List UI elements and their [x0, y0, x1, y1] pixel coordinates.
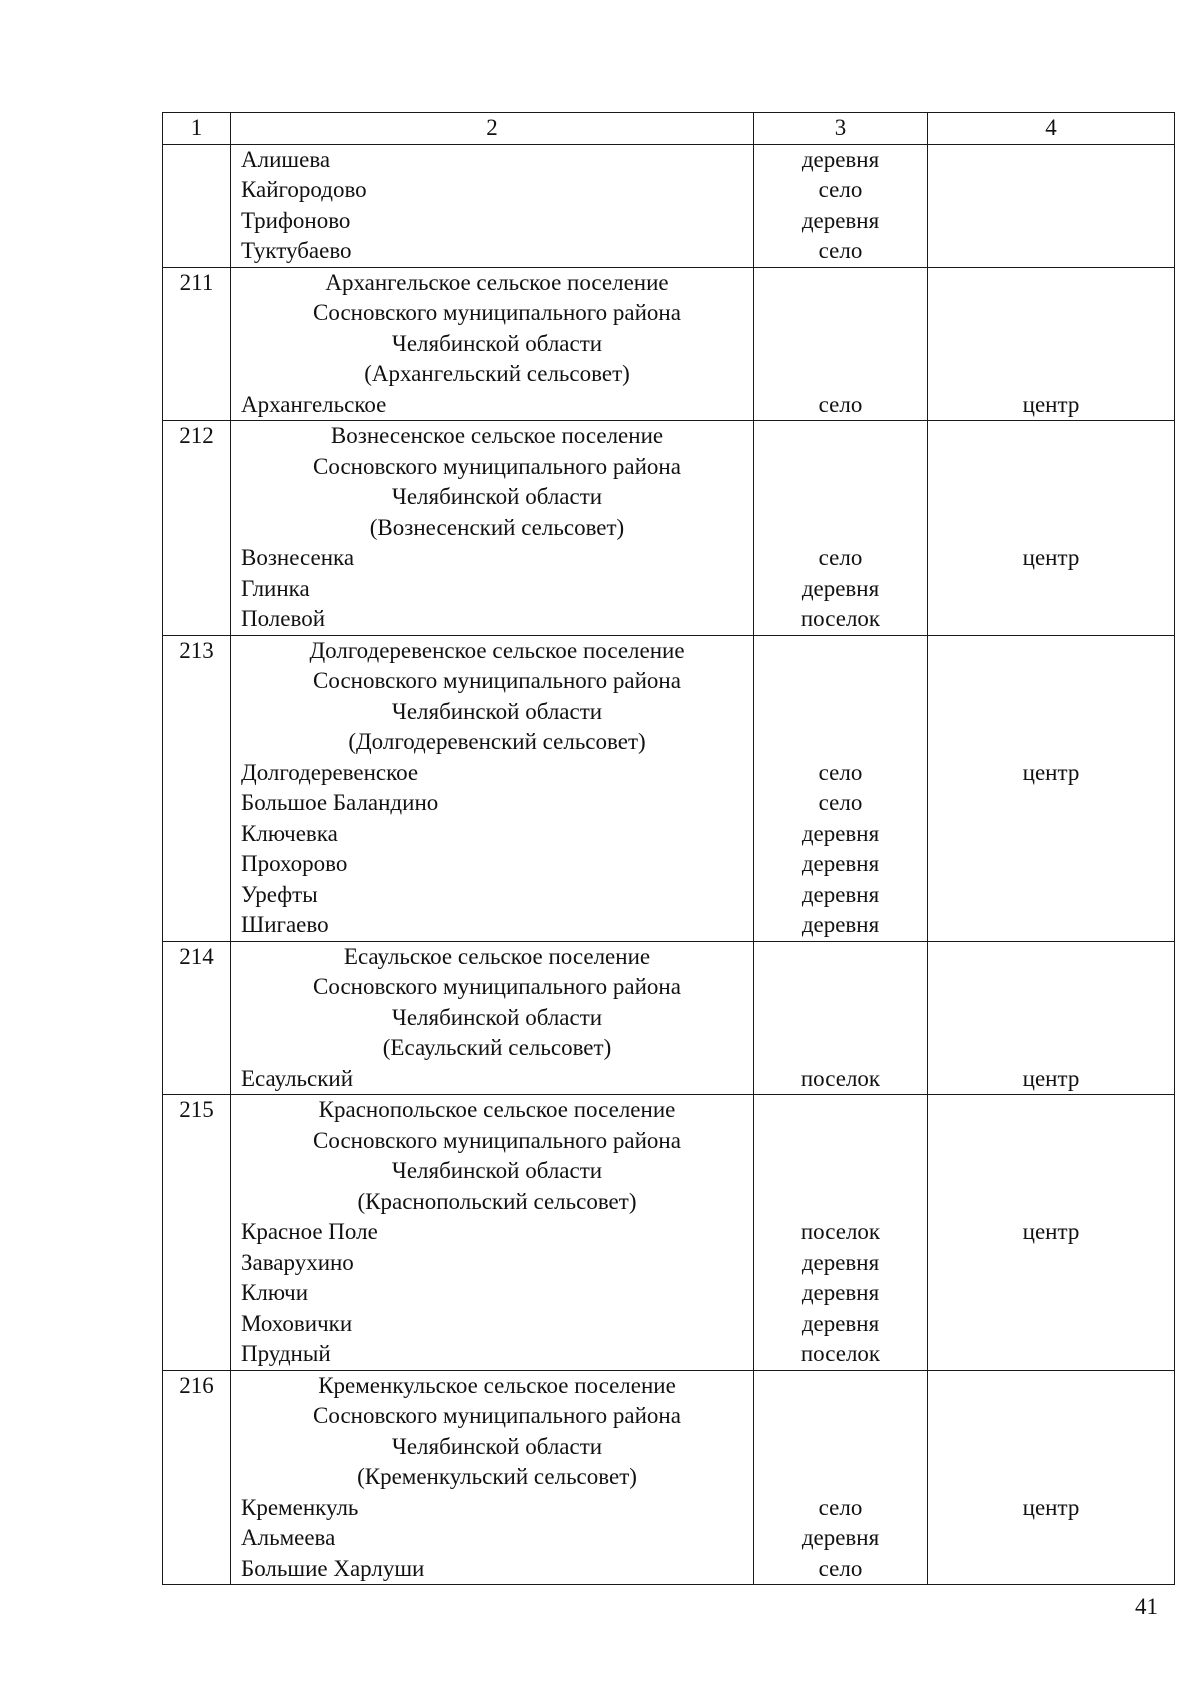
spacer-line: [754, 1095, 927, 1126]
group-number-cell: [163, 1095, 231, 1371]
spacer-line: [754, 1462, 927, 1493]
settlement-title-line: (Вознесенский сельсовет): [369, 514, 625, 540]
spacer-line: [754, 482, 927, 513]
place-type: деревня: [801, 1525, 880, 1550]
place-note-cell: [928, 144, 1175, 267]
group-name-cell: [231, 144, 754, 267]
spacer-line: [754, 298, 927, 329]
place-note: [928, 236, 1174, 267]
spacer-line: [928, 452, 1174, 483]
place-type: село: [818, 790, 863, 815]
settlement-title-line: Челябинской области: [391, 698, 603, 724]
spacer-line: [928, 1033, 1174, 1064]
place-note: [928, 1248, 1174, 1279]
place-note: [928, 1554, 1174, 1585]
settlement-title-line: Сосновского муниципального района: [313, 1403, 681, 1428]
group-number: 211: [179, 269, 214, 295]
place-name: Глинка: [241, 575, 310, 601]
place-note: [928, 604, 1174, 635]
place-note: [928, 819, 1174, 850]
place-type: деревня: [801, 575, 880, 601]
settlement-title-line: Архангельское сельское поселение: [325, 269, 669, 295]
group-number: 216: [179, 1372, 214, 1398]
place-type: деревня: [801, 912, 880, 937]
settlement-title-line: Сосновского муниципального района: [313, 974, 681, 999]
place-note: [928, 574, 1174, 605]
spacer-line: [754, 636, 927, 667]
settlement-group-row: [163, 1095, 1175, 1371]
place-name: Большие Харлуши: [241, 1555, 425, 1581]
place-name: Прудный: [241, 1341, 331, 1366]
spacer-line: [928, 329, 1174, 360]
spacer-line: [928, 972, 1174, 1003]
place-note-cell: [928, 1370, 1175, 1585]
group-number: 213: [179, 637, 214, 663]
place-type: поселок: [800, 1065, 881, 1091]
settlement-title-line: (Архангельский сельсовет): [364, 361, 630, 386]
place-name: Полевой: [241, 606, 326, 631]
settlement-title-line: (Долгодеревенский сельсовет): [348, 729, 646, 754]
settlement-title-line: Долгодеревенское сельское поселение: [309, 637, 685, 663]
place-type: село: [818, 238, 863, 263]
place-name: Заварухино: [241, 1249, 354, 1275]
place-type: село: [818, 545, 863, 570]
place-type: поселок: [800, 1219, 881, 1244]
spacer-line: [928, 1156, 1174, 1187]
place-note: [928, 849, 1174, 880]
place-note-cell: [928, 1095, 1175, 1371]
spacer-line: [754, 1156, 927, 1187]
group-number: 212: [179, 423, 214, 448]
spacer-line: [928, 1187, 1174, 1218]
settlement-title-line: Челябинской области: [391, 1433, 603, 1459]
spacer-line: [754, 1003, 927, 1034]
place-note: центр: [1022, 1219, 1080, 1244]
place-note: [928, 880, 1174, 911]
settlement-group-row: [163, 267, 1175, 421]
group-number-cell: [163, 941, 231, 1095]
group-number: 215: [179, 1097, 214, 1122]
place-name: Вознесенка: [241, 545, 355, 570]
spacer-line: [928, 268, 1174, 299]
settlement-title-line: Сосновского муниципального района: [313, 668, 681, 693]
spacer-line: [928, 1432, 1174, 1463]
group-number-cell: [163, 1370, 231, 1585]
place-type: село: [818, 177, 863, 202]
spacer-line: [928, 1003, 1174, 1034]
settlement-group-row: [163, 941, 1175, 1095]
settlement-title-line: Челябинской области: [391, 330, 603, 356]
place-name: Кременкуль: [241, 1494, 359, 1520]
place-type: деревня: [801, 146, 880, 172]
settlement-title-line: Есаульское сельское поселение: [343, 943, 651, 969]
spacer-line: [754, 666, 927, 697]
place-name: Туктубаево: [241, 238, 352, 263]
place-note: центр: [1022, 545, 1080, 570]
place-type: деревня: [801, 1249, 880, 1275]
place-type-cell: [754, 1095, 928, 1371]
place-type: деревня: [801, 851, 880, 876]
spacer-line: [754, 697, 927, 728]
place-type-cell: [754, 941, 928, 1095]
place-note-cell: [928, 267, 1175, 421]
place-name: Трифоново: [241, 207, 351, 233]
place-note: центр: [1022, 1065, 1080, 1091]
group-number-cell: [163, 635, 231, 941]
place-type-cell: [754, 421, 928, 636]
place-note: [928, 1278, 1174, 1309]
group-name-cell: [231, 421, 754, 636]
group-name-cell: [231, 1095, 754, 1371]
header-col-4: 4: [928, 113, 1175, 145]
header-col-3: 3: [754, 113, 928, 145]
place-type: поселок: [800, 1341, 881, 1366]
settlement-title-line: Сосновского муниципального района: [313, 1127, 681, 1153]
settlement-group-row: [163, 421, 1175, 636]
group-name-cell: [231, 267, 754, 421]
spacer-line: [928, 697, 1174, 728]
place-name: Моховички: [241, 1310, 353, 1336]
spacer-line: [928, 1126, 1174, 1157]
page-number: 41: [1135, 1594, 1158, 1619]
spacer-line: [928, 421, 1174, 452]
spacer-line: [928, 636, 1174, 667]
place-type: село: [818, 1494, 863, 1520]
place-name: Альмеева: [241, 1525, 336, 1550]
place-name: Долгодеревенское: [241, 759, 419, 785]
place-note: [928, 145, 1174, 176]
spacer-line: [928, 298, 1174, 329]
place-note: [928, 1523, 1174, 1554]
group-number: 214: [179, 943, 214, 969]
spacer-line: [928, 666, 1174, 697]
spacer-line: [754, 1126, 927, 1157]
place-note: [928, 175, 1174, 206]
spacer-line: [754, 268, 927, 299]
spacer-line: [754, 421, 927, 452]
header-col-2: 2: [231, 113, 754, 145]
spacer-line: [754, 513, 927, 544]
spacer-line: [754, 1432, 927, 1463]
place-name: Ключевка: [241, 820, 338, 846]
place-type-cell: [754, 267, 928, 421]
place-type: село: [818, 759, 863, 785]
place-note: центр: [1022, 759, 1080, 785]
settlement-title-line: Краснопольское сельское поселение: [318, 1097, 676, 1122]
place-name: Алишева: [241, 146, 331, 172]
place-note: [928, 1309, 1174, 1340]
spacer-line: [754, 972, 927, 1003]
place-note: центр: [1022, 391, 1080, 417]
place-note-cell: [928, 941, 1175, 1095]
spacer-line: [928, 1462, 1174, 1493]
place-note: [928, 910, 1174, 941]
place-type: село: [818, 391, 863, 417]
group-number-cell: [163, 421, 231, 636]
spacer-line: [928, 482, 1174, 513]
place-name: Шигаево: [241, 912, 329, 937]
place-name: Ключи: [241, 1280, 309, 1305]
spacer-line: [754, 329, 927, 360]
place-name: Кайгородово: [241, 177, 367, 202]
header-col-1: 1: [163, 113, 231, 145]
place-name: Красное Поле: [241, 1219, 378, 1244]
group-number-cell: [163, 267, 231, 421]
table-body: [163, 113, 1175, 1585]
group-name-cell: [231, 941, 754, 1095]
settlement-title-line: (Есаульский сельсовет): [382, 1035, 612, 1060]
spacer-line: [928, 359, 1174, 390]
spacer-line: [754, 1371, 927, 1402]
place-note: центр: [1022, 1494, 1080, 1520]
group-number-cell: [163, 144, 231, 267]
place-type: деревня: [801, 820, 880, 846]
settlement-title-line: Сосновского муниципального района: [313, 453, 681, 479]
settlements-table: [162, 112, 1175, 1585]
settlement-title-line: Челябинской области: [391, 1004, 603, 1030]
spacer-line: [754, 1187, 927, 1218]
place-note-cell: [928, 635, 1175, 941]
place-name: Архангельское: [241, 391, 387, 417]
place-note: [928, 788, 1174, 819]
place-note-cell: [928, 421, 1175, 636]
spacer-line: [928, 513, 1174, 544]
place-type-cell: [754, 635, 928, 941]
place-type: деревня: [801, 207, 880, 233]
place-type: деревня: [801, 1280, 880, 1305]
place-type: деревня: [801, 881, 880, 907]
place-type-cell: [754, 144, 928, 267]
spacer-line: [754, 1401, 927, 1432]
spacer-line: [754, 359, 927, 390]
place-note: [928, 1339, 1174, 1370]
settlement-title-line: Кременкульское сельское поселение: [318, 1372, 676, 1398]
group-name-cell: [231, 635, 754, 941]
spacer-line: [928, 1095, 1174, 1126]
spacer-line: [754, 727, 927, 758]
place-type-cell: [754, 1370, 928, 1585]
settlement-group-row: [163, 635, 1175, 941]
settlement-title-line: Вознесенское сельское поселение: [330, 423, 664, 448]
settlement-title-line: (Краснопольский сельсовет): [357, 1188, 637, 1214]
spacer-line: [754, 452, 927, 483]
place-type: деревня: [801, 1310, 880, 1336]
spacer-line: [928, 727, 1174, 758]
table-header-row: [163, 113, 1175, 145]
place-name: Урефты: [241, 881, 318, 907]
settlement-group-row: [163, 1370, 1175, 1585]
spacer-line: [928, 1401, 1174, 1432]
place-name: Прохорово: [241, 851, 348, 876]
spacer-line: [928, 1371, 1174, 1402]
group-name-cell: [231, 1370, 754, 1585]
place-name: Большое Баландино: [241, 790, 439, 815]
place-name: Есаульский: [241, 1065, 354, 1091]
continuation-row: [163, 144, 1175, 267]
settlement-title-line: Челябинской области: [391, 484, 603, 509]
settlement-title-line: (Кременкульский сельсовет): [357, 1464, 637, 1489]
place-note: [928, 206, 1174, 237]
settlement-title-line: Сосновского муниципального района: [313, 300, 681, 325]
spacer-line: [754, 1033, 927, 1064]
settlement-title-line: Челябинской области: [391, 1158, 603, 1183]
spacer-line: [754, 942, 927, 973]
place-type: село: [818, 1555, 863, 1581]
place-type: поселок: [800, 606, 881, 631]
spacer-line: [928, 942, 1174, 973]
